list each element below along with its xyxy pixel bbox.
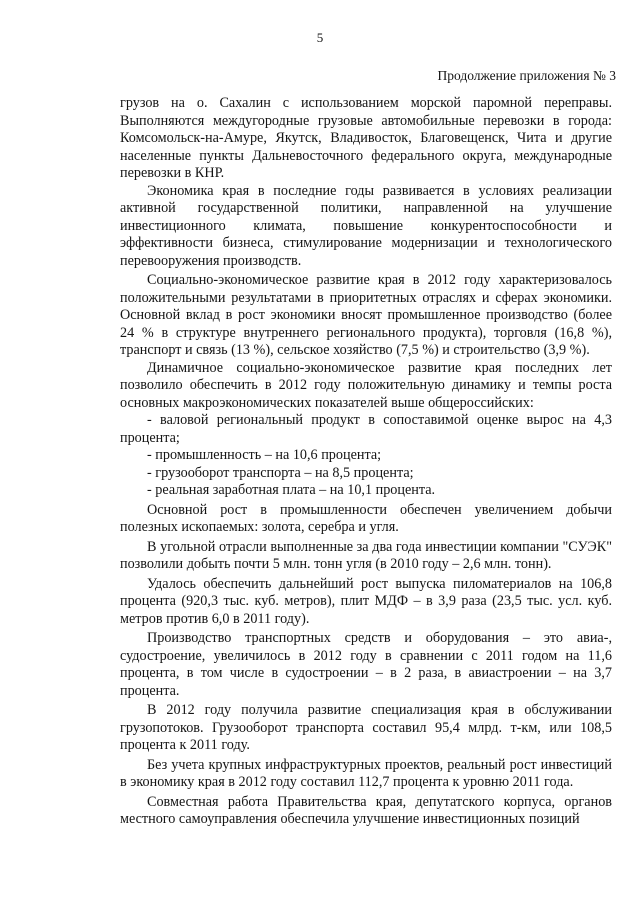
page-number: 5 [316,30,324,45]
paragraph: Удалось обеспечить дальнейший рост выпуска пиломатериалов на 106,8 процента (920,3 тыс. куб. метров), плит МДФ – в 3,9 раза (23,5 тыс. усл. куб. метров против 6,0 в 2011 году). [120,575,612,627]
paragraph: Экономика края в последние годы развивается в условиях реализации активной государственной политики, направленной на улучшение инвестиционного климата, повышение конкурентоспособности и эффективности бизнеса, стимулирование модернизации и технологического перевооружения производств. [120,182,612,269]
paragraph: Совместная работа Правительства края, депутатского корпуса, органов местного самоуправления обеспечила улучшение инвестиционных позиций [120,793,612,827]
paragraph: В угольной отрасли выполненные за два года инвестиции компании "СУЭК" позволили добыть почти 5 млн. тонн угля (в 2010 году – 2,6 млн. тонн). [120,538,612,572]
paragraph: Производство транспортных средств и оборудования – это авиа-, судостроение, увеличилось в 2012 году в сравнении с 2011 годом на 11,6 процента, в том числе в судостроении – в 2 раза, в авиастроении – на 3,7 процента. [120,630,612,699]
list-item: - промышленность – на 10,6 процента; [147,447,382,463]
paragraph: Динамичное социально-экономическое развитие края последних лет позволило обеспечить в 2012 году положительную динамику и темпы роста основных макроэкономических показателей выше общероссийских: [120,359,612,411]
appendix-note: Продолжение приложения № 3 [437,68,616,83]
paragraph: Социально-экономическое развитие края в 2012 году характеризовалось положительными результатами в приоритетных отраслях и сферах экономики. Основной вклад в рост экономики вносят промышленное производство (более 24 % в структуре внутреннего регионального продукта), торговля (16,8 %), транспорт и связь (13 %), сельское хозяйство (7,5 %) и строительство (3,9 %). [120,272,612,358]
list-item: - реальная заработная плата – на 10,1 процента. [147,482,436,498]
list-item: - грузооборот транспорта – на 8,5 процента; [147,464,414,481]
list-item: - валовой региональный продукт в сопоставимой оценке вырос на 4,3 процента; [120,412,612,446]
paragraph: грузов на о. Сахалин с использованием морской паромной переправы. Выполняются междугородные грузовые автомобильные перевозки в города: Комсомольск-на-Амуре, Якутск, Владивосток, Благовещенск, Чита и другие населенные пункты Дальневосточного федерального округа, международные перевозки в КНР. [120,95,612,181]
paragraph: Без учета крупных инфраструктурных проектов, реальный рост инвестиций в экономику края в 2012 году составил 112,7 процента к уровню 2011 года. [120,756,612,790]
paragraph: В 2012 году получила развитие специализация края в обслуживании грузопотоков. Грузооборот транспорта составил 95,4 млрд. т-км, или 108,5 процента к 2011 году. [120,702,612,753]
paragraph: Основной рост в промышленности обеспечен увеличением добычи полезных ископаемых: золота, серебра и угля. [120,501,612,535]
body-text [120,95,612,829]
